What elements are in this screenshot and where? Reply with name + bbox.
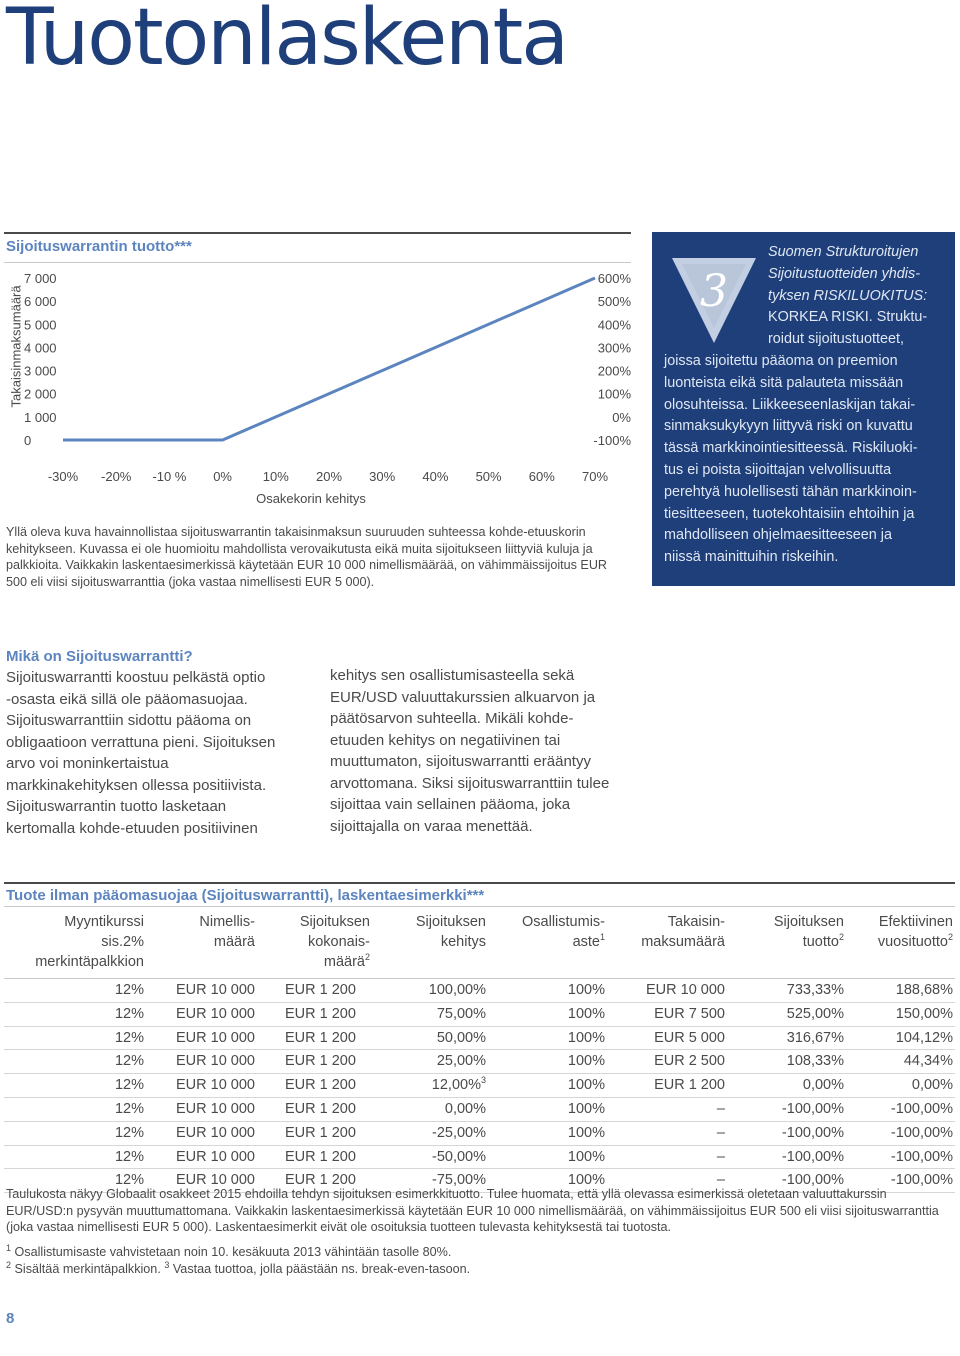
y-tick-label-left: 4 000 — [24, 340, 57, 356]
col-header-redemption: Takaisin- maksumäärä — [607, 910, 727, 979]
payoff-series-line — [63, 278, 595, 440]
table-cell: EUR 1 200 — [257, 979, 372, 1003]
table-cell: EUR 10 000 — [146, 1097, 257, 1121]
table-cell: -100,00% — [727, 1169, 846, 1193]
x-tick-label: 0% — [213, 469, 232, 484]
footnote-1: $^1$ Osallistumisaste vahvistetaan noin 10. kesäkuuta 2013 vähintään tasolle 80%. — [6, 1242, 452, 1259]
y-ticks-right — [593, 271, 631, 448]
text-line: -osasta eikä sillä ole pääomasuojaa. — [6, 690, 248, 708]
table-cell: 188,68% — [846, 979, 955, 1003]
table-cell: 12% — [4, 1050, 146, 1074]
col-header-participation: Osallistumis- aste$^1$ — [488, 910, 607, 979]
col-header-nominal: Nimellis- määrä — [146, 910, 257, 979]
table-cell: 100% — [488, 1169, 607, 1193]
chart-x-axis-label: Osakekorin kehitys — [256, 491, 366, 506]
table-top-rule — [4, 882, 955, 884]
text-line: muuttumaton, sijoituswarrantti erääntyy — [330, 753, 591, 770]
table-cell: -100,00% — [727, 1145, 846, 1169]
table-cell: EUR 1 200 — [607, 1074, 727, 1098]
y-tick-label-right: 100% — [597, 386, 631, 402]
table-cell: EUR 1 200 — [257, 1169, 372, 1193]
table-cell: EUR 10 000 — [146, 1050, 257, 1074]
x-tick-label: 50% — [475, 469, 502, 484]
table-row — [4, 1050, 955, 1074]
risk-line: luonteista eikä sitä palauteta missään — [664, 374, 904, 391]
table-cell: -100,00% — [846, 1145, 955, 1169]
what-is-heading: Mikä on Sijoituswarrantti? — [6, 648, 193, 665]
y-ticks-left — [24, 271, 57, 448]
col-header-total: Sijoituksen kokonais- määrä$^2$ — [257, 910, 372, 979]
table-cell: – — [607, 1169, 727, 1193]
text-line: Sijoituswarranttiin sidottu pääoma on — [6, 712, 252, 729]
text-line: arvottomana. Siksi sijoituswarranttiin tulee — [330, 774, 610, 792]
footnotes — [6, 1244, 906, 1278]
text-line: sijoittajalla on varaa menettää. — [330, 817, 533, 835]
table-cell: 12% — [4, 1169, 146, 1193]
risk-italic-line: Sijoitustuotteiden yhdis- — [768, 265, 920, 282]
calculation-table — [4, 910, 955, 1193]
risk-line: niissä mainittuihin riskeihin. — [664, 549, 839, 566]
table-row — [4, 1026, 955, 1050]
risk-line: olosuhteissa. Liikkeeseenlaskijan takai- — [664, 396, 916, 413]
table-cell: EUR 10 000 — [146, 1121, 257, 1145]
table-cell: 100% — [488, 1121, 607, 1145]
table-cell: EUR 1 200 — [257, 1050, 372, 1074]
text-line: EUR/USD valuuttakurssien alkuarvon ja — [330, 688, 596, 706]
table-cell: 316,67% — [727, 1026, 846, 1050]
text-line: etuuden kehitys on negatiivinen tai — [330, 731, 561, 749]
table-cell: 12% — [4, 1121, 146, 1145]
chart-top-rule — [4, 232, 631, 234]
table-cell: 100% — [488, 1026, 607, 1050]
table-cell: -50,00% — [372, 1145, 488, 1169]
risk-line: tässä markkinointiesitteessä. Riskiluoki- — [664, 440, 918, 457]
table-cell: 150,00% — [846, 1002, 955, 1026]
y-tick-label-right: -100% — [593, 433, 631, 448]
table-cell: -100,00% — [727, 1097, 846, 1121]
table-cell: – — [607, 1097, 727, 1121]
risk-line: joissa sijoitettu pääoma on preemion — [664, 352, 898, 369]
table-cell: 12% — [4, 1074, 146, 1098]
table-row — [4, 1121, 955, 1145]
table-cell: EUR 2 500 — [607, 1050, 727, 1074]
risk-italic-line: tyksen RISKILUOKITUS: — [768, 287, 928, 304]
text-line: kertomalla kohde-etuuden positiivinen — [6, 819, 258, 837]
table-cell: 0,00% — [727, 1074, 846, 1098]
y-tick-label-right: 0% — [612, 409, 631, 425]
risk-line: mahdolliseen ohjelmaesitteeseen ja — [664, 527, 892, 544]
text-line: Sijoituswarrantin tuotto lasketaan — [6, 798, 227, 815]
risk-badge-number: 3 — [700, 266, 728, 317]
table-cell: 12% — [4, 1145, 146, 1169]
risk-line: KORKEA RISKI. Struktu- — [768, 309, 928, 326]
table-cell: 104,12% — [846, 1026, 955, 1050]
text-line: markkinakehityksen ollessa positiivista. — [6, 776, 267, 794]
table-cell: 108,33% — [727, 1050, 846, 1074]
col-header-development: Sijoituksen kehitys — [372, 910, 488, 979]
chart-y-axis-label: Takaisinmaksumäärä — [8, 285, 24, 408]
table-cell: -100,00% — [727, 1121, 846, 1145]
table-cell: -100,00% — [846, 1121, 955, 1145]
x-tick-label: -20% — [101, 469, 132, 484]
y-tick-label-left: 6 000 — [24, 294, 57, 310]
table-cell: EUR 10 000 — [607, 979, 727, 1003]
table-cell: 12% — [4, 1097, 146, 1121]
page-title: Tuotonlaskenta — [6, 0, 567, 83]
what-is-column-1 — [6, 667, 326, 839]
y-tick-label-right: 400% — [597, 317, 631, 333]
y-tick-label-left: 3 000 — [24, 363, 57, 379]
text-line: kehitys sen osallistumisasteella sekä — [330, 667, 575, 684]
table-cell: 75,00% — [372, 1002, 488, 1026]
risk-italic-line: Suomen Strukturoitujen — [768, 244, 919, 260]
risk-line: sinmaksukykyyn liittyvä riski on kuvattu — [664, 418, 913, 435]
risk-line: perehtyä huolellisesti tähän markkinoin- — [664, 483, 917, 500]
x-tick-label: 70% — [581, 469, 609, 484]
y-tick-label-left: 5 000 — [24, 317, 57, 333]
x-tick-label: 10% — [262, 469, 289, 484]
col-header-annual-return: Efektiivinen vuosituotto$^2$ — [846, 910, 955, 979]
chart-caption: Yllä oleva kuva havainnollistaa sijoituswarrantin takaisinmaksun suuruuden suhteessa kohde-etuuskorin kehitykseen. Kuvassa ei ole huomioitu mahdollista verovaikutusta eikä muita sijoitukseen liittyviä kuluja ja palkkioita. Vaikkakin laskentaesimerkissä käytetään EUR 10 000 nimellismäärää, on vähimmäissijoitus EUR 500 eli viisi sijoituswarranttia (joka vastaa nimellisesti EUR 5 000). — [6, 525, 608, 589]
y-tick-label-right: 200% — [597, 363, 631, 379]
table-cell: EUR 5 000 — [607, 1026, 727, 1050]
table-cell: 12% — [4, 1002, 146, 1026]
table-cell: 733,33% — [727, 979, 846, 1003]
table-cell: EUR 10 000 — [146, 1169, 257, 1193]
payoff-chart — [0, 262, 640, 517]
x-tick-label: 40% — [422, 469, 449, 484]
table-cell: EUR 1 200 — [257, 1074, 372, 1098]
table-cell: 100% — [488, 979, 607, 1003]
table-cell: – — [607, 1145, 727, 1169]
table-cell: 44,34% — [846, 1050, 955, 1074]
table-cell: 12% — [4, 979, 146, 1003]
table-cell: EUR 7 500 — [607, 1002, 727, 1026]
footnote-2-3: $^2$ Sisältää merkintäpalkkion. $^3$ Vastaa tuottoa, jolla päästään ns. break-even-tasoon. — [6, 1259, 471, 1276]
table-cell: 525,00% — [727, 1002, 846, 1026]
table-cell: EUR 10 000 — [146, 1026, 257, 1050]
table-heading-rule — [4, 906, 955, 907]
y-tick-label-left: 7 000 — [24, 271, 57, 286]
table-note: Taulukosta näkyy Globaalit osakkeet 2015 ehdoilla tehdyn sijoituksen esimerkkituotto. Tulee huomata, että yllä olevassa esimerkissä oletetaan valuuttakurssin EUR/USD:n pysyvän muuttumattomana. Vaikkakin laskentaesimerkissä käytetään EUR 10 000 nimellismäärää, on vähimmäissijoitus EUR 500 eli viisi sijoituswarranttia (joka vastaa nimellisesti EUR 5 000). Laskentaesimerkit eivät ole osoituksia tuotteen tulevasta kehityksestä tai tuotosta. — [6, 1187, 939, 1234]
text-line: sijoittaa vain sellainen pääoma, joka — [330, 796, 571, 813]
table-cell: 50,00% — [372, 1026, 488, 1050]
table-cell: EUR 10 000 — [146, 1002, 257, 1026]
risk-line: roidut sijoitustuotteet, — [768, 331, 904, 348]
chart-heading: Sijoituswarrantin tuotto*** — [6, 238, 192, 255]
what-is-column-2 — [330, 665, 660, 837]
text-line: obligaatioon verrattuna pieni. Sijoituksen — [6, 733, 276, 751]
table-cell: 12,00%$^3$ — [372, 1074, 488, 1098]
table-header-row — [4, 910, 955, 979]
y-tick-label-left: 1 000 — [24, 409, 57, 425]
table-cell: 0,00% — [846, 1074, 955, 1098]
table-cell: -25,00% — [372, 1121, 488, 1145]
table-cell: EUR 1 200 — [257, 1145, 372, 1169]
table-row — [4, 1097, 955, 1121]
table-cell: EUR 1 200 — [257, 1002, 372, 1026]
table-cell: -100,00% — [846, 1097, 955, 1121]
table-cell: EUR 10 000 — [146, 1074, 257, 1098]
table-cell: 25,00% — [372, 1050, 488, 1074]
table-row — [4, 1002, 955, 1026]
y-tick-label-right: 500% — [597, 294, 631, 310]
col-header-price: Myyntikurssi sis.2% merkintäpalkkion — [4, 910, 146, 979]
risk-line: tiesitteeseen, tuotekohtaisiin ehtoihin ja — [664, 505, 915, 522]
table-row — [4, 1074, 955, 1098]
x-tick-label: 20% — [315, 469, 343, 484]
y-tick-label-left: 0 — [24, 433, 32, 448]
table-row — [4, 979, 955, 1003]
text-line: Sijoituswarrantti koostuu pelkästä optio — [6, 669, 266, 686]
x-tick-label: -10 % — [152, 469, 187, 484]
table-cell: EUR 1 200 — [257, 1097, 372, 1121]
table-row — [4, 1145, 955, 1169]
table-heading: Tuote ilman pääomasuojaa (Sijoituswarrantti), laskentaesimerkki*** — [6, 887, 485, 904]
table-cell: EUR 10 000 — [146, 979, 257, 1003]
table-cell: EUR 10 000 — [146, 1145, 257, 1169]
table-body — [4, 979, 955, 1193]
risk-line: tus ei poista sijoittajan velvollisuutta — [664, 461, 892, 478]
text-line: arvo voi moninkertaistua — [6, 755, 169, 772]
table-cell: 100,00% — [372, 979, 488, 1003]
risk-class-text — [664, 242, 949, 569]
table-cell: 100% — [488, 1002, 607, 1026]
table-cell: -75,00% — [372, 1169, 488, 1193]
x-tick-label: 60% — [528, 469, 555, 484]
table-cell: EUR 1 200 — [257, 1026, 372, 1050]
table-cell: EUR 1 200 — [257, 1121, 372, 1145]
y-tick-label-right: 600% — [597, 271, 631, 286]
x-tick-label: -30% — [47, 469, 79, 484]
y-tick-label-right: 300% — [597, 340, 631, 356]
x-ticks — [48, 469, 609, 484]
page-number: 8 — [6, 1310, 15, 1327]
table-cell: 12% — [4, 1026, 146, 1050]
table-cell: 100% — [488, 1145, 607, 1169]
table-cell: 100% — [488, 1074, 607, 1098]
col-header-return: Sijoituksen tuotto$^2$ — [727, 910, 846, 979]
y-tick-label-left: 2 000 — [24, 386, 57, 402]
table-cell: 0,00% — [372, 1097, 488, 1121]
table-cell: 100% — [488, 1050, 607, 1074]
table-cell: – — [607, 1121, 727, 1145]
table-cell: 100% — [488, 1097, 607, 1121]
x-tick-label: 30% — [369, 469, 396, 484]
table-cell: -100,00% — [846, 1169, 955, 1193]
text-line: päätösarvon suhteella. Mikäli kohde- — [330, 710, 574, 727]
